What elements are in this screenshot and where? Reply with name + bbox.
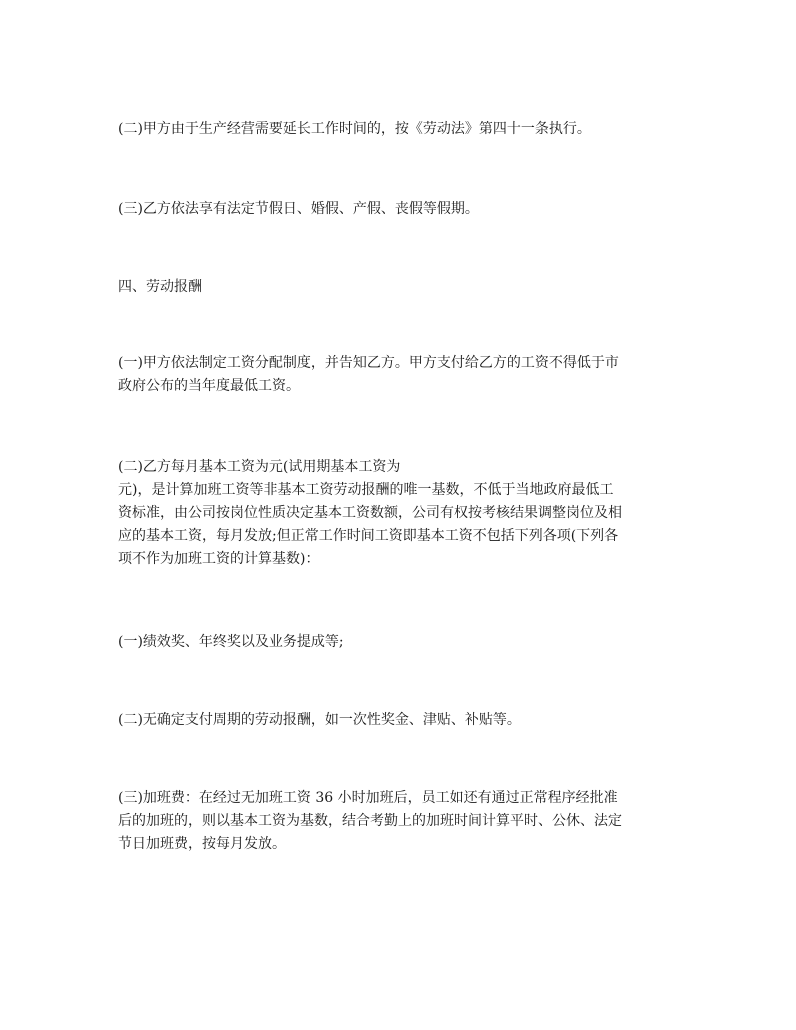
text-line: (二)甲方由于生产经营需要延长工作时间的，按《劳动法》第四十一条执行。 — [118, 121, 591, 137]
text-line: (三)乙方依法享有法定节假日、婚假、产假、丧假等假期。 — [118, 201, 479, 217]
text-line: (一)绩效奖、年终奖以及业务提成等; — [118, 634, 344, 650]
text-line: 后的加班的，则以基本工资为基数，结合考勤上的加班时间计算平时、公休、法定 — [118, 813, 622, 829]
item-overtime-pay — [118, 787, 686, 856]
text-line: 项不作为加班工资的计算基数)： — [118, 551, 320, 567]
clause-statutory-holidays — [118, 198, 686, 221]
text-line: (二)乙方每月基本工资为元(试用期基本工资为 — [118, 459, 401, 475]
clause-overtime-labor-law — [118, 118, 686, 141]
text-line: 节日加班费，按每月发放。 — [118, 836, 286, 852]
section-heading: 四、劳动报酬 — [118, 279, 202, 295]
text-line: 政府公布的当年度最低工资。 — [118, 378, 300, 394]
text-line: 应的基本工资，每月发放;但正常工作时间工资即基本工资不包括下列各项(下列各 — [118, 528, 619, 544]
text-line: 元)，是计算加班工资等非基本工资劳动报酬的唯一基数，不低于当地政府最低工 — [118, 482, 614, 498]
section-heading-remuneration — [118, 276, 686, 299]
text-line: (一)甲方依法制定工资分配制度，并告知乙方。甲方支付给乙方的工资不得低于市 — [118, 355, 619, 371]
clause-basic-wage — [118, 456, 686, 571]
clause-wage-system — [118, 352, 686, 398]
text-line: 资标准，由公司按岗位性质决定基本工资数额，公司有权按考核结果调整岗位及相 — [118, 505, 622, 521]
item-performance-bonus — [118, 631, 686, 654]
text-line: (二)无确定支付周期的劳动报酬，如一次性奖金、津贴、补贴等。 — [118, 712, 521, 728]
item-irregular-remuneration — [118, 709, 686, 732]
text-line: (三)加班费：在经过无加班工资 36 小时加班后，员工如还有通过正常程序经批准 — [118, 790, 618, 806]
